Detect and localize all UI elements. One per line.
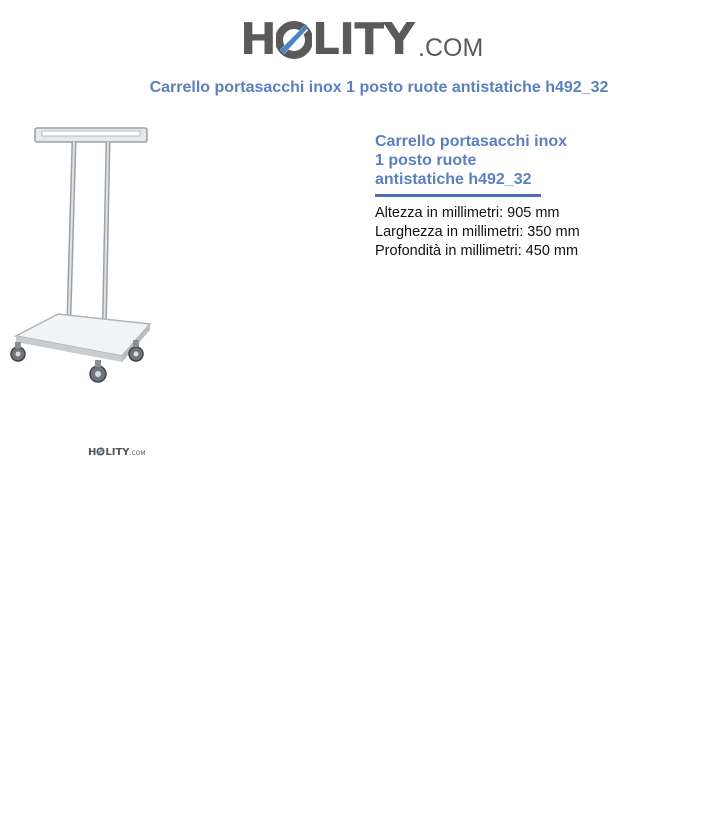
logo-letters-lity: LITY xyxy=(311,14,415,65)
logo-letter-h: H xyxy=(240,14,276,65)
product-name-line: 1 posto ruote xyxy=(375,152,477,169)
small-logo-h: H xyxy=(88,447,97,458)
spec-width: Larghezza in millimetri: 350 mm xyxy=(375,224,580,240)
spec-depth: Profondità in millimetri: 450 mm xyxy=(375,243,579,259)
product-specs xyxy=(375,204,705,261)
page-title: Carrello portasacchi inox 1 posto ruote antistatiche h492_32 xyxy=(149,79,609,96)
logo-domain: .COM xyxy=(418,34,484,62)
small-logo-lity: LITY xyxy=(105,447,130,458)
small-holity-logo xyxy=(88,446,146,460)
spec-height: Altezza in millimetri: 905 mm xyxy=(375,205,560,221)
small-logo-domain: .COM xyxy=(129,450,146,457)
title-underline xyxy=(375,194,541,197)
logo-o-icon xyxy=(276,12,312,68)
product-name-line: antistatiche h492_32 xyxy=(375,171,532,188)
product-image xyxy=(2,118,162,398)
product-name xyxy=(375,132,605,189)
product-name-line: Carrello portasacchi inox xyxy=(375,133,568,150)
holity-logo[interactable] xyxy=(240,12,484,68)
logo-wordmark xyxy=(240,12,414,68)
